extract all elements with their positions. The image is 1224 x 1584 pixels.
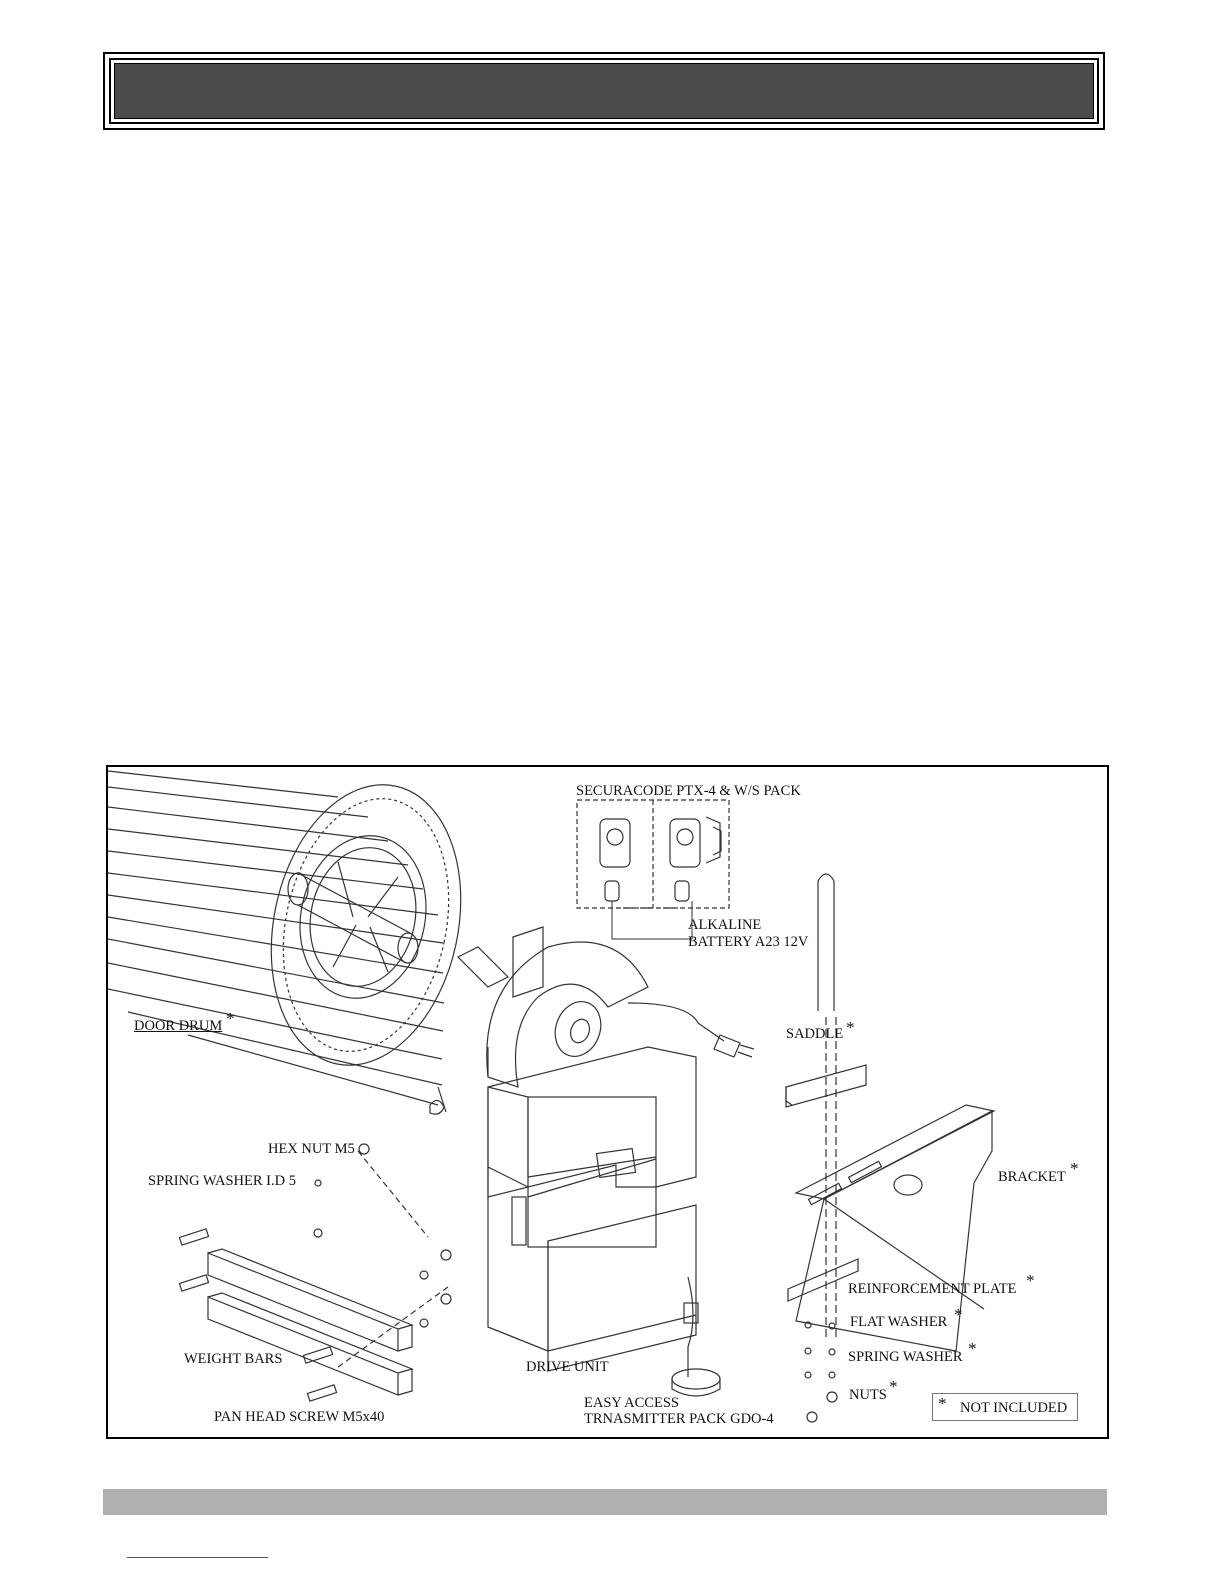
door-drum-asterisk: * [226,1009,235,1028]
battery-label-line2: BATTERY A23 12V [688,934,809,950]
flat-washer-asterisk: * [954,1305,963,1324]
saddle-asterisk: * [846,1018,855,1037]
saddle-label: SADDLE [786,1026,844,1042]
legend-box [932,1393,1078,1421]
weight-bars-label: WEIGHT BARS [184,1351,283,1367]
footer-link-underline[interactable] [127,1557,268,1558]
reinforcement-plate-asterisk: * [1026,1271,1035,1290]
spring-washer-asterisk: * [968,1339,977,1358]
legend-text: NOT INCLUDED [960,1400,1068,1416]
nuts-asterisk: * [889,1377,898,1396]
drive-unit-label: DRIVE UNIT [526,1359,609,1375]
bracket-label: BRACKET [998,1169,1066,1185]
title-banner-inner-border [109,58,1099,124]
legend-asterisk: * [938,1394,947,1413]
door-drum-drawing [108,767,486,1114]
battery-label-line1: ALKALINE [688,917,762,933]
spring-washer-label: SPRING WASHER [848,1349,963,1365]
door-drum-label: DOOR DRUM [134,1018,223,1034]
title-banner [103,52,1105,130]
hex-nut-label: HEX NUT M5 [268,1141,355,1157]
bracket-hardware-drawing [786,874,994,1422]
bracket-asterisk: * [1070,1159,1079,1178]
drive-unit-drawing [458,927,754,1396]
assembly-drawing [108,767,1111,1441]
reinforcement-plate-label: REINFORCEMENT PLATE [848,1281,1017,1297]
securacode-label: SECURACODE PTX-4 & W/S PACK [576,783,801,799]
exploded-assembly-diagram [106,765,1109,1439]
title-banner-fill [114,63,1094,119]
easy-access-label-line2: TRNASMITTER PACK GDO-4 [584,1411,774,1427]
flat-washer-label: FLAT WASHER [850,1314,948,1330]
nuts-label: NUTS [849,1387,887,1403]
footer-bar [103,1489,1107,1515]
spring-washer-id-label: SPRING WASHER I.D 5 [148,1173,296,1189]
pan-head-screw-label: PAN HEAD SCREW M5x40 [214,1409,385,1425]
easy-access-label-line1: EASY ACCESS [584,1395,679,1411]
